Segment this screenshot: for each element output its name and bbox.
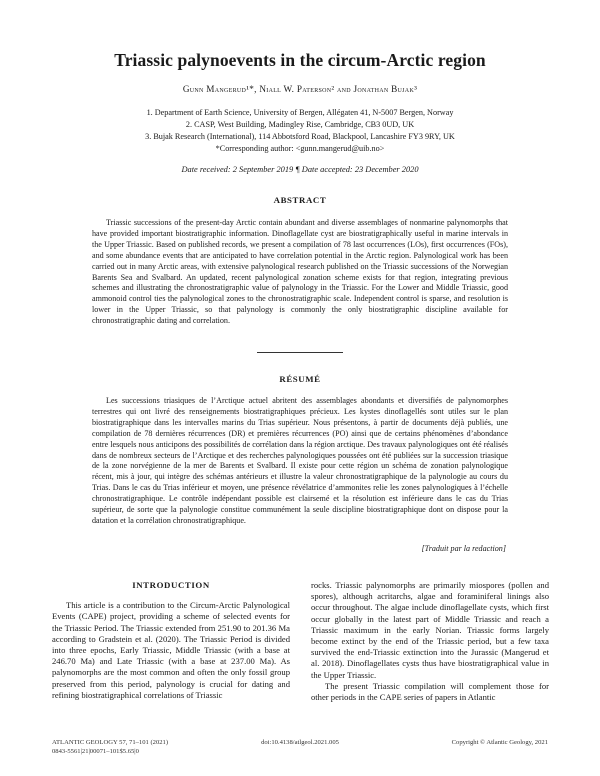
affiliation-3: 3. Bujak Research (International), 114 Abbotsford Road, Blackpool, Lancashire FY3 9RY, UK (145, 132, 455, 141)
footer-copyright: Copyright © Atlantic Geology, 2021 (451, 739, 548, 746)
introduction-paragraph-1: This article is a contribution to the Circum-Arctic Palynological Events (CAPE) project, providing a scheme of selected events for the Triassic Period. The Triassic extended from 251.90 to 201.36 Ma according to Gradstein et al. (2020). The Triassic Period is divided into three epochs, Early Triassic, Middle Triassic (with a base at 246.70 Ma) and Late Triassic (with a base at 237.00 Ma). As palynomorphs are the most common and often the only fossil group preserved from this period, palynology is crucial for dating and refining biostratigraphical correlations of Triassic (52, 600, 290, 700)
resume-heading: RÉSUMÉ (279, 374, 321, 384)
translation-credit: [Traduit par la redaction] (421, 544, 506, 553)
abstract-heading: ABSTRACT (273, 195, 327, 205)
column-right (311, 580, 549, 703)
author-list: Gunn Mangerud¹*, Niall W. Paterson² and Jonathan Bujak³ (182, 84, 418, 94)
article-title: Triassic palynoevents in the circum-Arctic region (114, 50, 486, 70)
section-divider (257, 352, 343, 353)
affiliation-1: 1. Department of Earth Science, University of Bergen, Allégaten 41, N-5007 Bergen, Norway (146, 108, 454, 117)
submission-dates: Date received: 2 September 2019 ¶ Date accepted: 23 December 2020 (181, 165, 419, 174)
introduction-paragraph-2: rocks. Triassic palynomorphs are primarily miospores (pollen and spores), although acritarchs, algae and foraminiferal linings also occur throughout. The algae include dinoflagellate cysts, which first occur globally in the latest part of Middle Triassic and reach a Triassic maximum in the early Norian. Triassic forms largely become extinct by the end of the Triassic period, but a few taxa survived the end-Triassic extinction into the Jurassic (Mangerud et al. 2018). Dinoflagellates cysts thus have biostratigraphical value in the Upper Triassic. (311, 580, 549, 680)
footer-journal-citation: ATLANTIC GEOLOGY 57, 71–101 (2021) (52, 739, 169, 746)
corresponding-author: *Corresponding author: <gunn.mangerud@uib.no> (215, 144, 385, 153)
footer-issn: 0843-5561|21|00071–101$5.65|0 (52, 748, 139, 755)
abstract-text: Triassic successions of the present-day Arctic contain abundant and diverse assemblages of nonmarine palynomorphs that have provided important biostratigraphic information. Dinoflagellate cyst are biostratigraphically useful in marine intervals in the Upper Triassic. Based on published records, we present a compilation of 78 last occurrences (LOs), first occurrences (FOs), and some abundance events that are anticipated to have correlation potential in the Arctic region. Palynological work has been carried out in many Arctic areas, with extensive palynological research published on the Triassic successions of the Norwegian Barents Sea and Svalbard. An updated, recent palynological zonation scheme exists for that region, integrating previous schemes and illustrating the chronostratigraphic value of palynology in the Triassic. For the Lower and Middle Triassic, good ammonoid control ties the palynological zones to the chronostratigraphic scale. Independent control is sparse, and resolution is lower in the Upper Triassic, so that palynology is commonly the only biostratigraphic discipline available for chronostratigraphic dating and correlation. (92, 218, 508, 326)
introduction-heading: INTRODUCTION (132, 580, 210, 590)
introduction-paragraph-3: The present Triassic compilation will complement those for other periods in the CAPE series of papers in Atlantic (311, 680, 549, 703)
affiliation-2: 2. CASP, West Building, Madingley Rise, Cambridge, CB3 0UD, UK (185, 120, 415, 129)
resume-text: Les successions triasiques de l’Arctique actuel abritent des assemblages abondants et diversifiés de palynomorphes terrestres qui ont livré des renseignements biostratigraphiques précieux. Les kystes dinoflagellés sont utiles sur le plan biostratigraphique dans les intervalles marins du Trias supérieur. Nous présentons, à partir de documents déjà publiés, une compilation de 78 dernières récurrences (DR) et premières récurrences (PO) ainsi que de certains phénomènes d’abondance entre lesquels nous anticipons des possibilités de corrélation dans la région arctique. Des travaux palynologiques ont été réalisés dans de nombreux secteurs de l’Arctique et des recherches palynologiques poussées ont été publiées sur la succession triasique de la zone norvégienne de la mer de Barents et Svalbard. Il existe pour cette région un schéma de zonation palynologique récent, mis à jour, qui intègre des schémas antérieurs et illustre la valeur chronostratigraphique de la palynologie au cours du Trias. Dans le cas du Trias inférieur et moyen, une présence révélatrice d’ammonites relie les zones palynologiques à l’échelle chronostratigraphique. Le contrôle indépendant possible est clairsemé et la résolution est inférieure dans le cas du Trias supérieur, de sorte que la palynologie constitue communément la seule discipline biostratigraphique dont on dispose pour la datation et la corrélation chronostratigraphique. (92, 396, 508, 525)
column-left (52, 580, 290, 701)
footer-doi[interactable]: doi:10.4138/atlgeol.2021.005 (261, 739, 339, 746)
